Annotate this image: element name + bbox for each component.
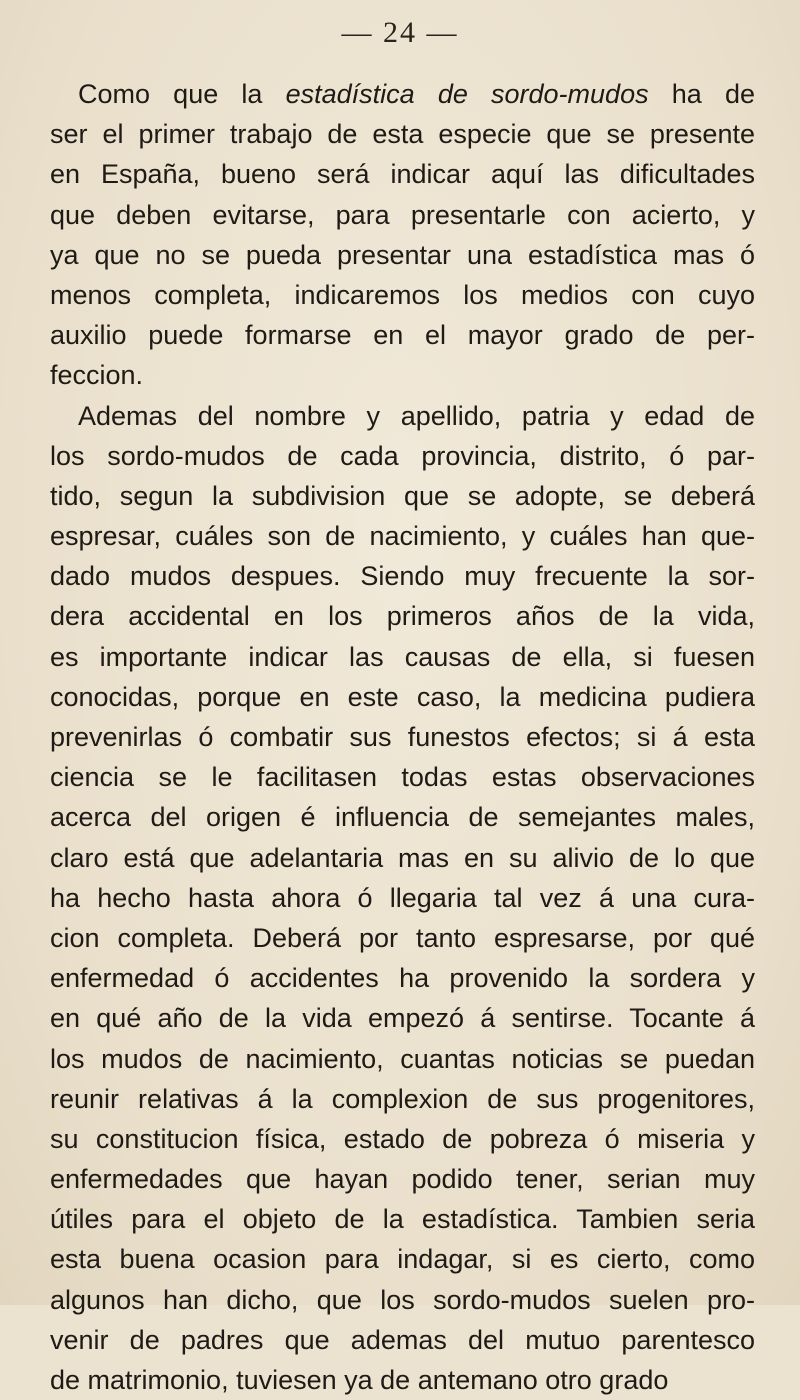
text-span: que deben evitarse, para presentarle con acierto, y <box>50 200 755 230</box>
text-line <box>50 838 755 878</box>
text-span: su constitucion física, estado de pobreza ó miseria y <box>50 1124 755 1154</box>
text-span: Como que la <box>78 79 286 109</box>
text-span: reunir relativas á la complexion de sus progenitores, <box>50 1084 755 1114</box>
text-line <box>50 878 755 918</box>
text-span: ciencia se le facilitasen todas estas observaciones <box>50 762 755 792</box>
text-span: acerca del origen é influencia de semejantes males, <box>50 802 755 832</box>
text-span: dado mudos despues. Siendo muy frecuente la sor- <box>50 561 755 591</box>
text-span: cion completa. Deberá por tanto espresarse, por qué <box>50 923 755 953</box>
text-line <box>50 998 755 1038</box>
text-line <box>50 74 755 114</box>
paragraph <box>50 74 755 396</box>
text-span: ya que no se pueda presentar una estadística mas ó <box>50 240 755 270</box>
text-span: esta buena ocasion para indagar, si es cierto, como <box>50 1244 755 1274</box>
text-span: conocidas, porque en este caso, la medicina pudiera <box>50 682 755 712</box>
text-span: de matrimonio, tuviesen ya de antemano otro grado <box>50 1365 668 1395</box>
body-text <box>50 74 755 1400</box>
text-span: es importante indicar las causas de ella, si fuesen <box>50 642 755 672</box>
text-line <box>50 1320 755 1360</box>
text-line <box>50 396 755 436</box>
text-span: enfermedad ó accidentes ha provenido la sordera y <box>50 963 755 993</box>
text-span: ha hecho hasta ahora ó llegaria tal vez á una cura- <box>50 883 755 913</box>
text-span: Ademas del nombre y apellido, patria y edad de <box>78 401 755 431</box>
text-line <box>50 677 755 717</box>
text-line <box>50 516 755 556</box>
text-line <box>50 114 755 154</box>
text-line <box>50 436 755 476</box>
text-span: útiles para el objeto de la estadística. Tambien seria <box>50 1204 755 1234</box>
text-line <box>50 1360 755 1400</box>
text-span: menos completa, indicaremos los medios con cuyo <box>50 280 755 310</box>
text-line <box>50 154 755 194</box>
text-span: en España, bueno será indicar aquí las dificultades <box>50 159 755 189</box>
text-line <box>50 235 755 275</box>
paragraph <box>50 396 755 1400</box>
text-line <box>50 1280 755 1320</box>
text-span: prevenirlas ó combatir sus funestos efectos; si á esta <box>50 722 755 752</box>
text-span: ha de <box>649 79 755 109</box>
text-line <box>50 1239 755 1279</box>
text-line <box>50 637 755 677</box>
text-span: los sordo-mudos de cada provincia, distrito, ó par- <box>50 441 755 471</box>
text-span: en qué año de la vida empezó á sentirse. Tocante á <box>50 1003 755 1033</box>
text-line <box>50 757 755 797</box>
text-line <box>50 1119 755 1159</box>
text-line <box>50 275 755 315</box>
text-span: enfermedades que hayan podido tener, serian muy <box>50 1164 755 1194</box>
text-span: algunos han dicho, que los sordo-mudos suelen pro- <box>50 1285 755 1315</box>
text-span: venir de padres que ademas del mutuo parentesco <box>50 1325 755 1355</box>
italic-title: estadística de sordo-mudos <box>286 79 649 109</box>
text-line <box>50 355 755 395</box>
text-line <box>50 717 755 757</box>
text-line <box>50 1159 755 1199</box>
text-span: claro está que adelantaria mas en su alivio de lo que <box>50 843 755 873</box>
text-span: auxilio puede formarse en el mayor grado de per- <box>50 320 755 350</box>
page-number: — 24 — <box>0 16 800 50</box>
text-span: espresar, cuáles son de nacimiento, y cuáles han que- <box>50 521 755 551</box>
text-line <box>50 797 755 837</box>
text-span: los mudos de nacimiento, cuantas noticias se puedan <box>50 1044 755 1074</box>
text-span: dera accidental en los primeros años de la vida, <box>50 601 755 631</box>
text-line <box>50 958 755 998</box>
text-line <box>50 556 755 596</box>
text-span: feccion. <box>50 360 143 390</box>
text-line <box>50 476 755 516</box>
text-span: ser el primer trabajo de esta especie que se presente <box>50 119 755 149</box>
text-span: tido, segun la subdivision que se adopte, se deberá <box>50 481 755 511</box>
text-line <box>50 1199 755 1239</box>
text-line <box>50 918 755 958</box>
text-line <box>50 195 755 235</box>
text-line <box>50 1079 755 1119</box>
text-line <box>50 1039 755 1079</box>
text-line <box>50 596 755 636</box>
text-line <box>50 315 755 355</box>
